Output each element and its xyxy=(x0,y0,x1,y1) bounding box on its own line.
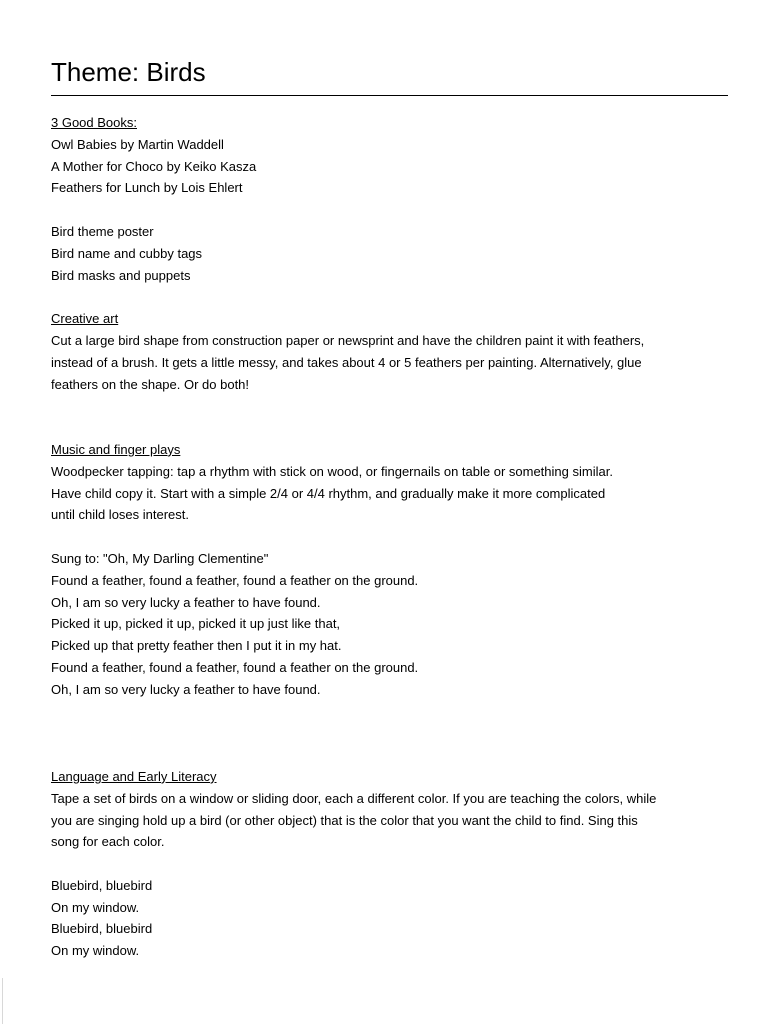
book-item: A Mother for Choco by Keiko Kasza xyxy=(51,158,257,174)
music-line: Have child copy it. Start with a simple 2/4 or 4/4 rhythm, and gradually make it more complicated xyxy=(51,485,606,501)
spacer xyxy=(51,417,728,439)
page-edge-mark xyxy=(2,978,3,1024)
document-body xyxy=(51,112,728,962)
spacer xyxy=(51,744,728,766)
creative-art-line: feathers on the shape. Or do both! xyxy=(51,376,250,392)
literacy-heading: Language and Early Literacy xyxy=(51,768,217,784)
spacer xyxy=(51,395,728,417)
music-line: Woodpecker tapping: tap a rhythm with stick on wood, or fingernails on table or something similar. xyxy=(51,463,613,479)
literacy-line: Tape a set of birds on a window or sliding door, each a different color. If you are teaching the colors, while xyxy=(51,790,657,806)
creative-art-heading: Creative art xyxy=(51,311,119,327)
song-line: Picked up that pretty feather then I put it in my hat. xyxy=(51,638,342,654)
creative-art-line: instead of a brush. It gets a little messy, and takes about 4 or 5 feathers per painting. Alternatively, glue xyxy=(51,354,642,370)
music-line: until child loses interest. xyxy=(51,507,190,523)
song-line: Found a feather, found a feather, found a feather on the ground. xyxy=(51,659,419,675)
song-line: Oh, I am so very lucky a feather to have found. xyxy=(51,681,321,697)
song-line: Found a feather, found a feather, found a feather on the ground. xyxy=(51,572,419,588)
bluebird-song-line: Bluebird, bluebird xyxy=(51,921,153,937)
bluebird-song-line: On my window. xyxy=(51,943,140,959)
song-line: Picked it up, picked it up, picked it up just like that, xyxy=(51,616,341,632)
music-heading: Music and finger plays xyxy=(51,441,181,457)
extra-item: Bird masks and puppets xyxy=(51,267,191,283)
book-item: Owl Babies by Martin Waddell xyxy=(51,136,224,152)
spacer xyxy=(51,701,728,723)
bluebird-song-line: On my window. xyxy=(51,899,140,915)
extra-item: Bird name and cubby tags xyxy=(51,245,203,261)
page-title: Theme: Birds xyxy=(51,57,206,87)
spacer xyxy=(51,286,728,308)
books-heading: 3 Good Books: xyxy=(51,115,137,130)
literacy-line: song for each color. xyxy=(51,834,165,850)
spacer xyxy=(51,199,728,221)
song-line: Oh, I am so very lucky a feather to have found. xyxy=(51,594,321,610)
book-item: Feathers for Lunch by Lois Ehlert xyxy=(51,180,243,196)
extra-item: Bird theme poster xyxy=(51,223,154,239)
title-divider xyxy=(51,95,728,96)
creative-art-line: Cut a large bird shape from construction paper or newsprint and have the children paint it with feathers, xyxy=(51,332,645,348)
spacer xyxy=(51,722,728,744)
spacer xyxy=(51,526,728,548)
bluebird-song-line: Bluebird, bluebird xyxy=(51,877,153,893)
literacy-line: you are singing hold up a bird (or other object) that is the color that you want the child to find. Sing this xyxy=(51,812,638,828)
spacer xyxy=(51,853,728,875)
song-intro: Sung to: "Oh, My Darling Clementine" xyxy=(51,550,269,566)
